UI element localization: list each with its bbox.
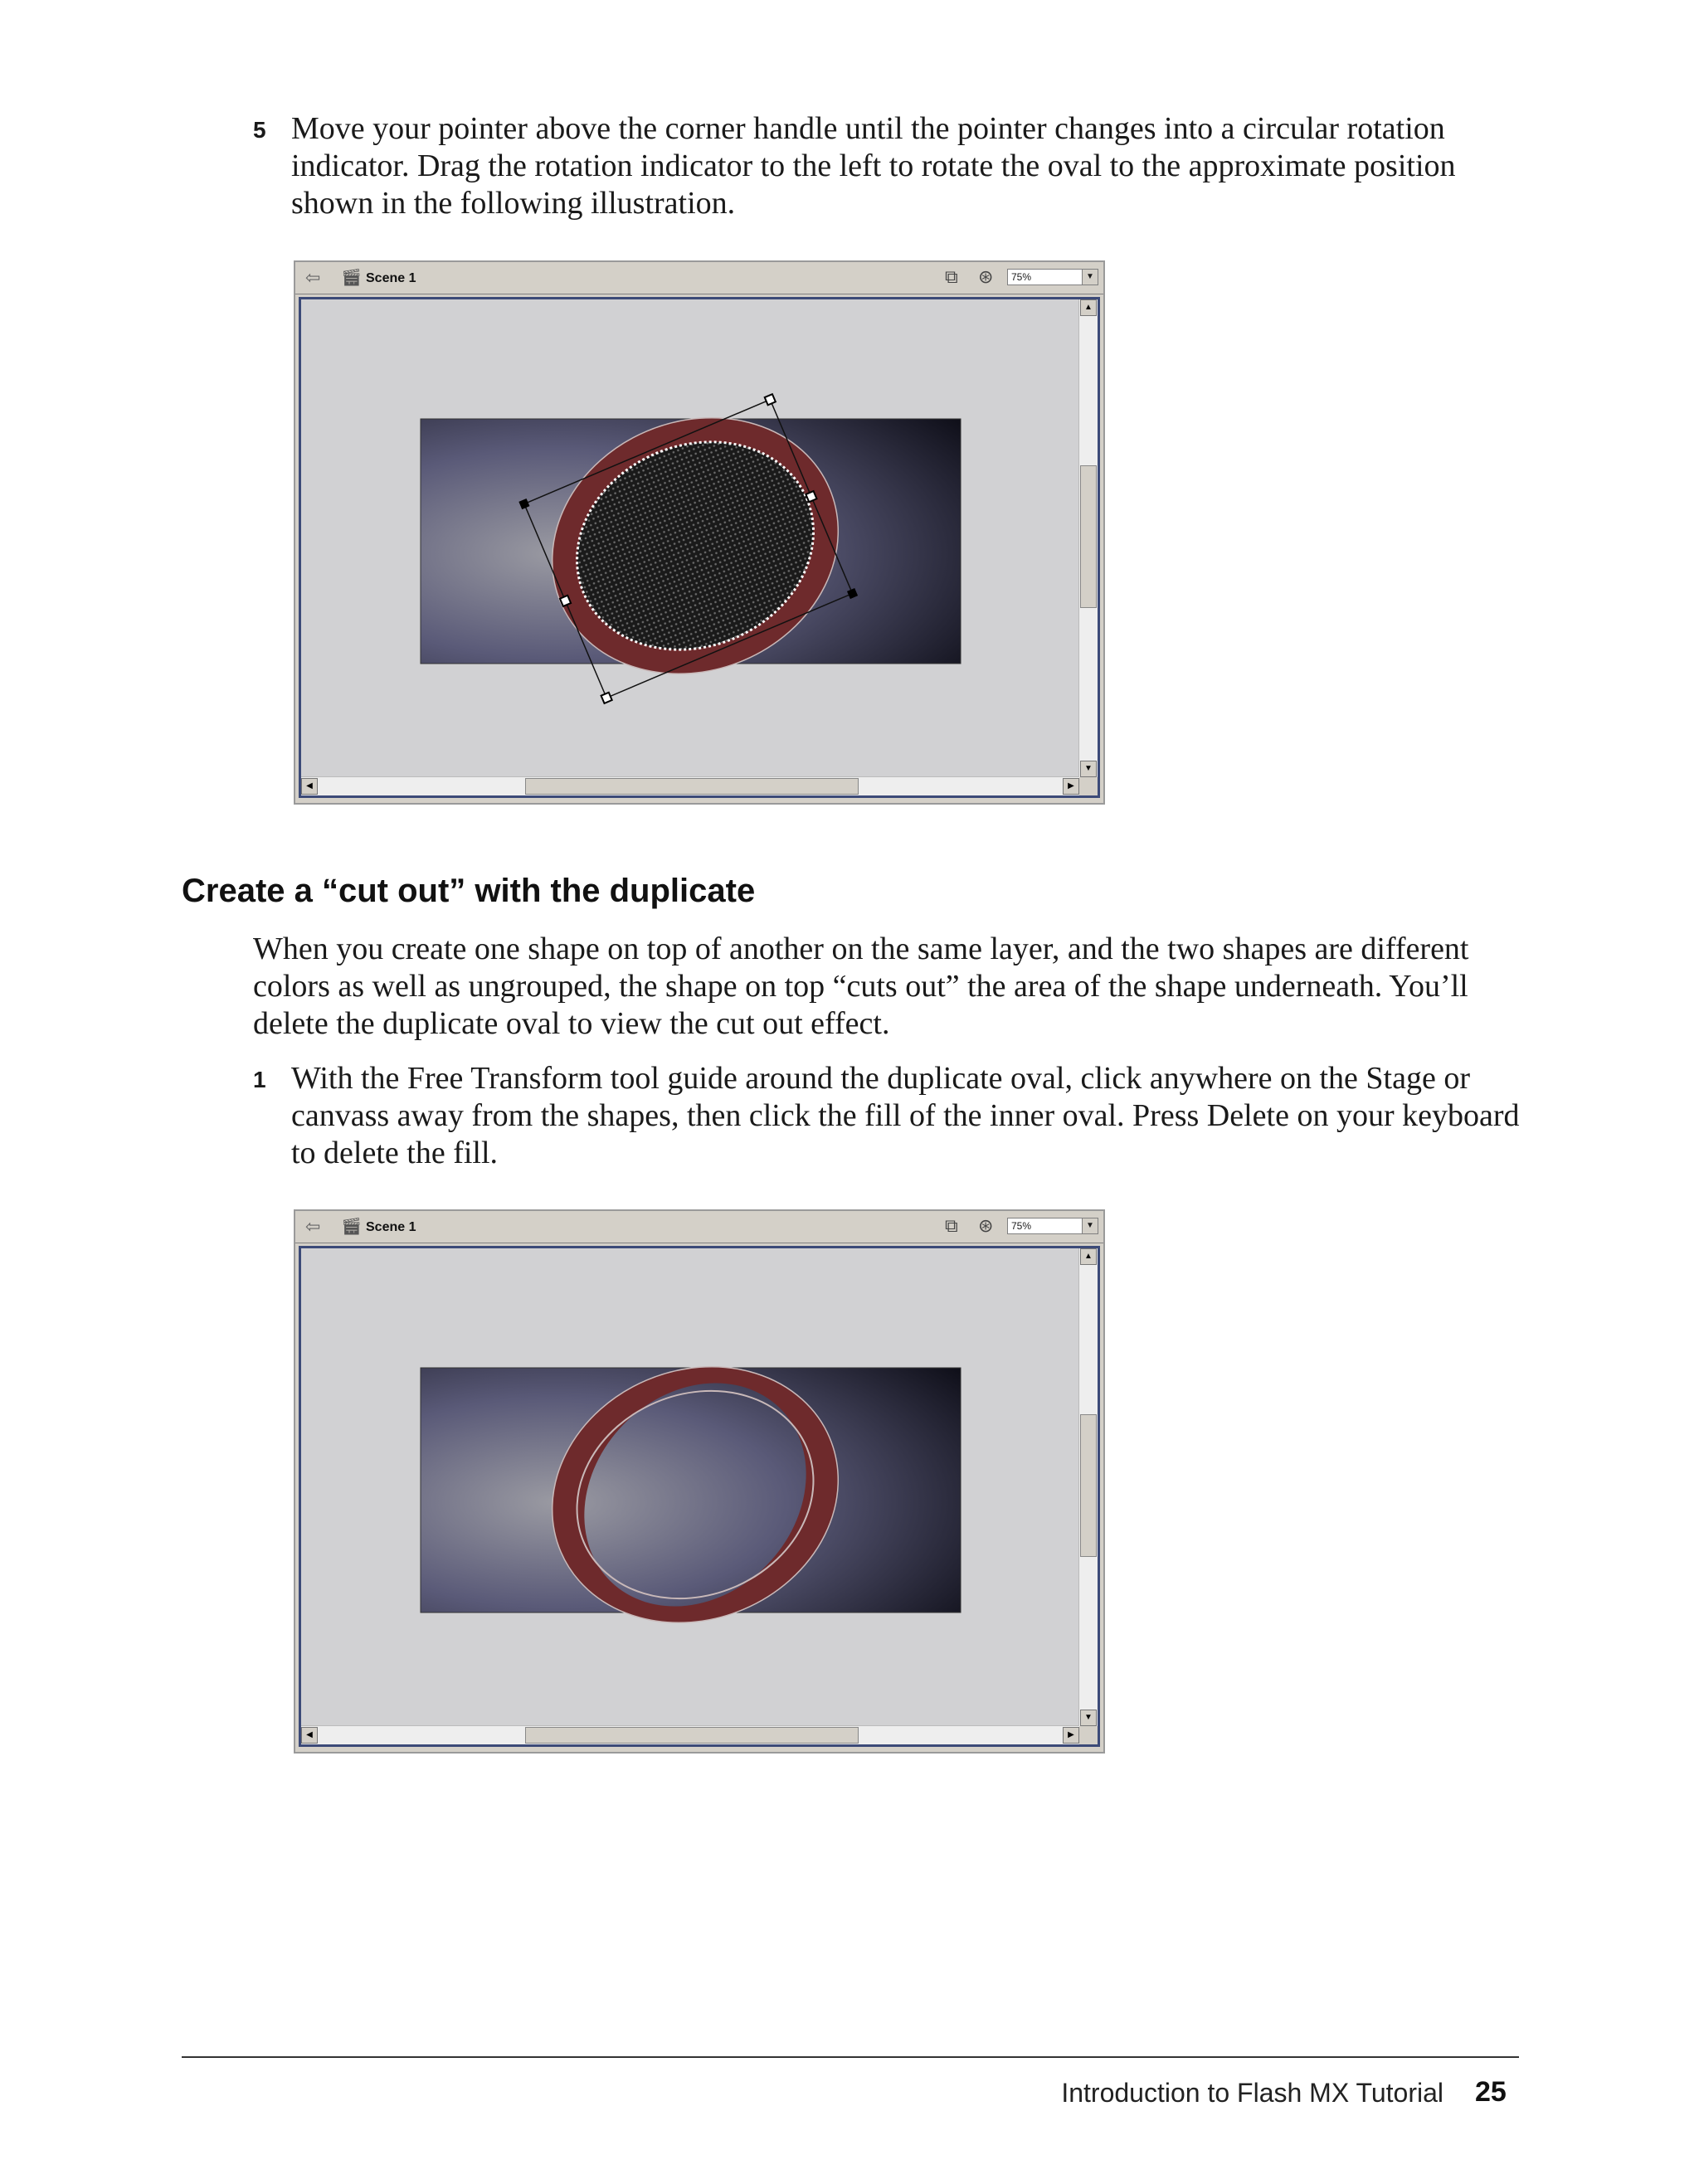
step-text: With the Free Transform tool guide around the duplicate oval, click anywhere on the Stage or canvass away from the shapes, then click the fill of the inner oval. Press Delete on your keyboard to delete the fill.: [291, 1061, 1520, 1170]
transform-handle[interactable]: [765, 394, 776, 405]
zoom-select[interactable]: [1007, 1218, 1098, 1234]
dropdown-arrow-icon[interactable]: ▼: [1082, 270, 1098, 285]
horizontal-scrollbar[interactable]: [301, 1725, 1079, 1744]
stage-area[interactable]: [299, 1246, 1100, 1747]
step-number: 5: [253, 117, 266, 143]
scene-label[interactable]: Scene 1: [366, 271, 416, 285]
stage-canvas: [301, 1248, 1079, 1726]
zoom-value: 75%: [1011, 271, 1032, 283]
back-arrow-icon[interactable]: ⇦: [305, 267, 321, 288]
vertical-scrollbar[interactable]: [1078, 1248, 1098, 1726]
section-heading: Create a “cut out” with the duplicate: [182, 873, 756, 909]
resize-grip-icon[interactable]: [1079, 1726, 1098, 1744]
flash-window-cutout: [294, 1209, 1105, 1754]
edit-symbols-icon[interactable]: ⧉: [945, 1215, 958, 1236]
scroll-right-icon[interactable]: ▶: [1063, 1727, 1079, 1744]
dropdown-arrow-icon[interactable]: ▼: [1082, 1218, 1098, 1233]
scroll-left-icon[interactable]: ◀: [301, 1727, 318, 1744]
scene-icon: 🎬︎: [341, 269, 363, 287]
scroll-up-icon[interactable]: ▲: [1080, 1248, 1097, 1265]
zoom-select[interactable]: [1007, 269, 1098, 285]
step-5: [253, 110, 1531, 222]
horizontal-scrollbar[interactable]: [301, 776, 1079, 795]
step-text: Move your pointer above the corner handle until the pointer changes into a circular rotation indicator. Drag the rotation indicator to the left to rotate the oval to the approximate position shown in the following illustration.: [291, 111, 1456, 221]
flash-window-rotate: [294, 260, 1105, 805]
edit-symbols-icon[interactable]: ⧉: [945, 266, 958, 287]
scroll-left-icon[interactable]: ◀: [301, 778, 318, 795]
transform-handle[interactable]: [601, 693, 612, 703]
scroll-right-icon[interactable]: ▶: [1063, 778, 1079, 795]
vertical-scroll-thumb[interactable]: [1080, 1414, 1097, 1557]
stage-canvas: [301, 299, 1079, 777]
footer-rule: [182, 2056, 1519, 2058]
vertical-scroll-thumb[interactable]: [1080, 465, 1097, 608]
section-paragraph: When you create one shape on top of another on the same layer, and the two shapes are different colors as well as ungrouped, the shape on top “cuts out” the area of the shape underneath. You’ll delete the duplicate oval to view the cut out effect.: [253, 931, 1469, 1041]
resize-grip-icon[interactable]: [1079, 777, 1098, 795]
stage-area[interactable]: [299, 297, 1100, 798]
horizontal-scroll-thumb[interactable]: [525, 1727, 859, 1744]
footer-title: Introduction to Flash MX Tutorial: [1061, 2078, 1443, 2108]
edit-scene-icon[interactable]: ⊛: [978, 1215, 994, 1236]
scroll-up-icon[interactable]: ▲: [1080, 299, 1097, 316]
step-1: [253, 1060, 1531, 1172]
horizontal-scroll-thumb[interactable]: [525, 778, 859, 795]
edit-bar: [295, 262, 1103, 294]
scene-icon: 🎬︎: [341, 1218, 363, 1236]
step-number: 1: [253, 1067, 266, 1092]
page-number: 25: [1475, 2076, 1507, 2108]
zoom-value: 75%: [1011, 1220, 1032, 1232]
back-arrow-icon[interactable]: ⇦: [305, 1216, 321, 1237]
vertical-scrollbar[interactable]: [1078, 299, 1098, 777]
scroll-down-icon[interactable]: ▼: [1080, 761, 1097, 777]
scroll-down-icon[interactable]: ▼: [1080, 1710, 1097, 1726]
edit-bar: [295, 1211, 1103, 1243]
scene-label[interactable]: Scene 1: [366, 1220, 416, 1234]
edit-scene-icon[interactable]: ⊛: [978, 266, 994, 287]
